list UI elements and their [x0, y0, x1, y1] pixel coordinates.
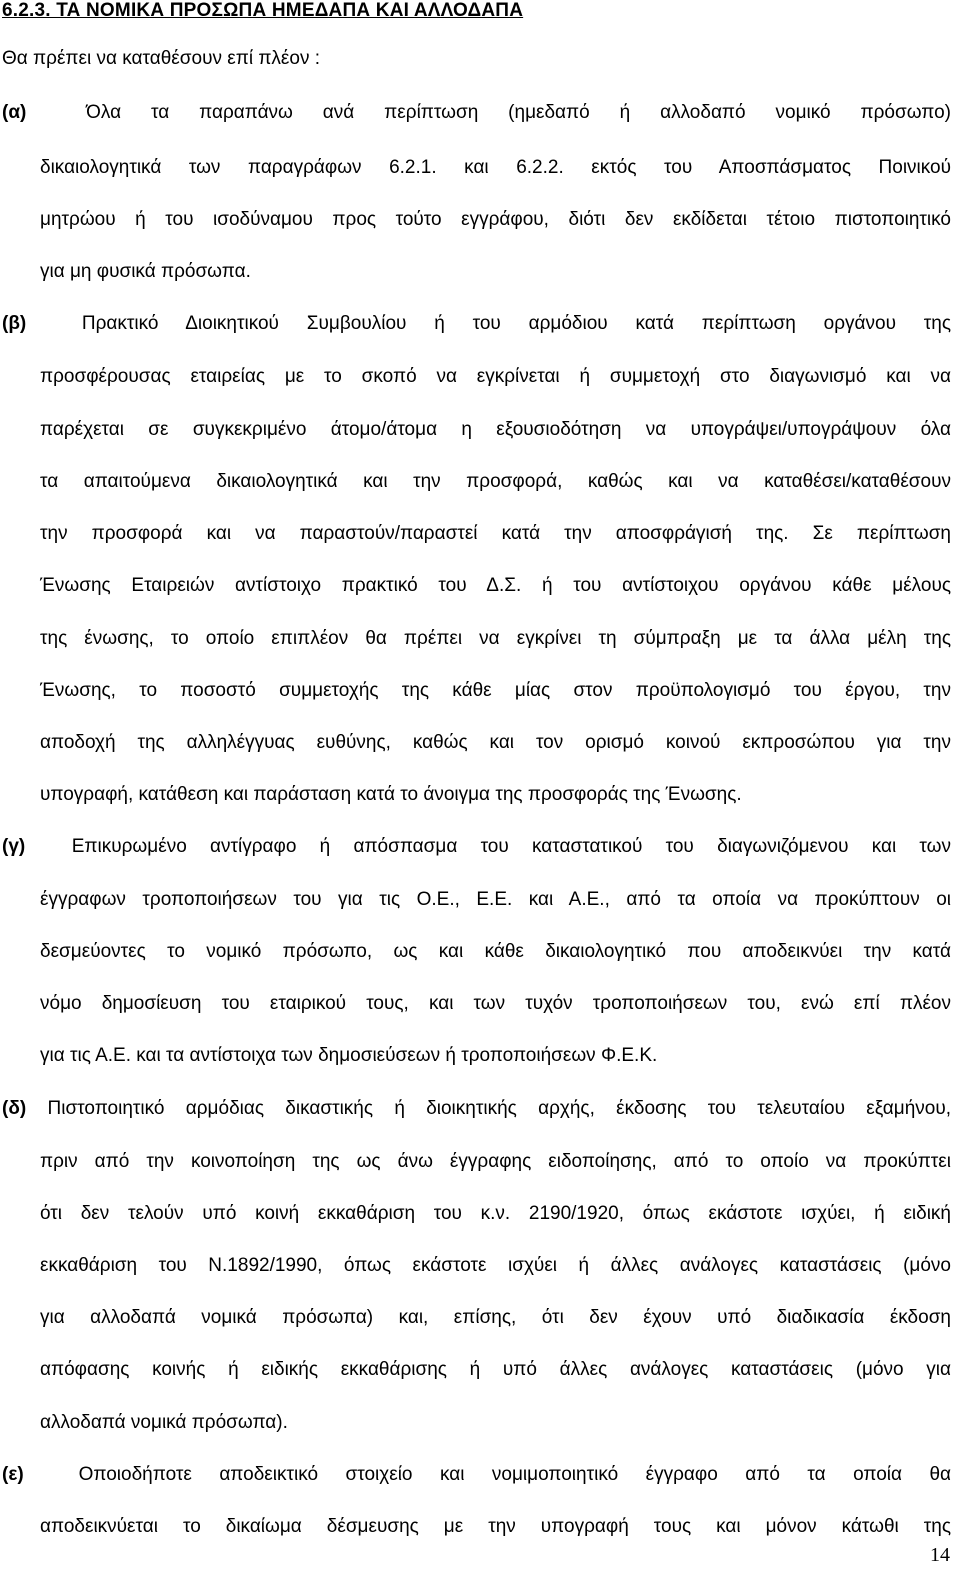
- paragraph-c-label: (γ): [2, 836, 26, 857]
- paragraph-d-line: ότι δεν τελούν υπό κοινή εκκαθάριση του κ.ν. 2190/1920, όπως εκάστοτε ισχύει, ή ειδική: [40, 1203, 951, 1224]
- paragraph-c-first-line: [2, 836, 951, 858]
- paragraph-e-text: Οποιοδήποτε αποδεικτικό στοιχείο και νομιμοποιητικό έγγραφο από τα οποία θα: [78, 1464, 951, 1485]
- paragraph-e-line: αποδεικνύεται το δικαίωμα δέσμευσης με την υπογραφή τους και μόνον κάτωθι της: [40, 1516, 951, 1537]
- section-heading: 6.2.3. ΤΑ ΝΟΜΙΚΑ ΠΡΟΣΩΠΑ ΗΜΕΔΑΠΑ ΚΑΙ ΑΛΛΟΔΑΠΑ: [2, 0, 524, 21]
- paragraph-c-line: έγγραφων τροποποιήσεων του για τις Ο.Ε., Ε.Ε. και Α.Ε., από τα οποία να προκύπτουν οι: [40, 889, 951, 910]
- intro-text: Θα πρέπει να καταθέσουν επί πλέον :: [2, 48, 321, 69]
- paragraph-b-line: αποδοχή της αλληλέγγυας ευθύνης, καθώς και τον ορισμό κοινού εκπροσώπου για την: [40, 732, 951, 753]
- paragraph-a-label: (α): [2, 102, 27, 123]
- paragraph-b-line: προσφέρουσας εταιρείας με το σκοπό να εγκρίνεται ή συμμετοχή στο διαγωνισμό και να: [40, 366, 951, 387]
- paragraph-b-line: Ένωσης Εταιρειών αντίστοιχο πρακτικό του Δ.Σ. ή του αντίστοιχου οργάνου κάθε μέλους: [40, 575, 951, 596]
- paragraph-a-line: μητρώου ή του ισοδύναμου προς τούτο εγγράφου, διότι δεν εκδίδεται τέτοιο πιστοποιητικό: [40, 209, 951, 230]
- paragraph-a-line: για μη φυσικά πρόσωπα.: [40, 261, 251, 282]
- paragraph-b-line: παρέχεται σε συγκεκριμένο άτομο/άτομα η εξουσιοδότηση να υπογράψει/υπογράψουν όλα: [40, 419, 951, 440]
- paragraph-c-line: νόμο δημοσίευση του εταιρικού τους, και των τυχόν τροποποιήσεων του, ενώ επί πλέον: [40, 993, 951, 1014]
- paragraph-d-text: Πιστοποιητικό αρμόδιας δικαστικής ή διοικητικής αρχής, έκδοσης του τελευταίου εξαμήνου,: [47, 1098, 952, 1119]
- paragraph-c-line: δεσμεύοντες το νομικό πρόσωπο, ως και κάθε δικαιολογητικό που αποδεικνύει την κατά: [40, 941, 951, 962]
- paragraph-b-line: την προσφορά και να παραστούν/παραστεί κατά την αποσφράγισή της. Σε περίπτωση: [40, 523, 951, 544]
- paragraph-a-text: Όλα τα παραπάνω ανά περίπτωση (ημεδαπό ή αλλοδαπό νομικό πρόσωπο): [86, 102, 951, 123]
- paragraph-b-line: υπογραφή, κατάθεση και παράσταση κατά το άνοιγμα της προσφοράς της Ένωσης.: [40, 784, 742, 805]
- paragraph-d-line: αλλοδαπά νομικά πρόσωπα).: [40, 1412, 288, 1433]
- paragraph-b-label: (β): [2, 313, 27, 334]
- paragraph-d-label: (δ): [2, 1098, 27, 1119]
- paragraph-d-line: πριν από την κοινοποίηση της ως άνω έγγραφης ειδοποίησης, από το οποίο να προκύπτει: [40, 1151, 951, 1172]
- paragraph-e-first-line: [2, 1464, 951, 1486]
- paragraph-d-first-line: [2, 1098, 951, 1120]
- paragraph-a-first-line: [2, 102, 951, 124]
- paragraph-b-line: Ένωσης, το ποσοστό συμμετοχής της κάθε μίας στον προϋπολογισμό του έργου, την: [40, 680, 951, 701]
- page-number: 14: [930, 1544, 950, 1566]
- paragraph-a-line: δικαιολογητικά των παραγράφων 6.2.1. και 6.2.2. εκτός του Αποσπάσματος Ποινικού: [40, 157, 951, 178]
- paragraph-b-first-line: [2, 313, 951, 335]
- paragraph-b-line: της ένωσης, το οποίο επιπλέον θα πρέπει να εγκρίνει τη σύμπραξη με τα άλλα μέλη της: [40, 628, 951, 649]
- paragraph-d-line: απόφασης κοινής ή ειδικής εκκαθάρισης ή υπό άλλες ανάλογες καταστάσεις (μόνο για: [40, 1359, 951, 1380]
- paragraph-c-text: Επικυρωμένο αντίγραφο ή απόσπασμα του καταστατικού του διαγωνιζόμενου και των: [71, 836, 951, 857]
- paragraph-e-label: (ε): [2, 1464, 24, 1485]
- paragraph-b-text: Πρακτικό Διοικητικού Συμβουλίου ή του αρμόδιου κατά περίπτωση οργάνου της: [81, 313, 951, 334]
- paragraph-c-line: για τις Α.Ε. και τα αντίστοιχα των δημοσιεύσεων ή τροποποιήσεων Φ.Ε.Κ.: [40, 1045, 658, 1066]
- paragraph-d-line: εκκαθάριση του Ν.1892/1990, όπως εκάστοτε ισχύει ή άλλες ανάλογες καταστάσεις (μόνο: [40, 1255, 951, 1276]
- paragraph-b-line: τα απαιτούμενα δικαιολογητικά και την προσφορά, καθώς και να καταθέσει/καταθέσουν: [40, 471, 951, 492]
- paragraph-d-line: για αλλοδαπά νομικά πρόσωπα) και, επίσης, ότι δεν έχουν υπό διαδικασία έκδοση: [40, 1307, 951, 1328]
